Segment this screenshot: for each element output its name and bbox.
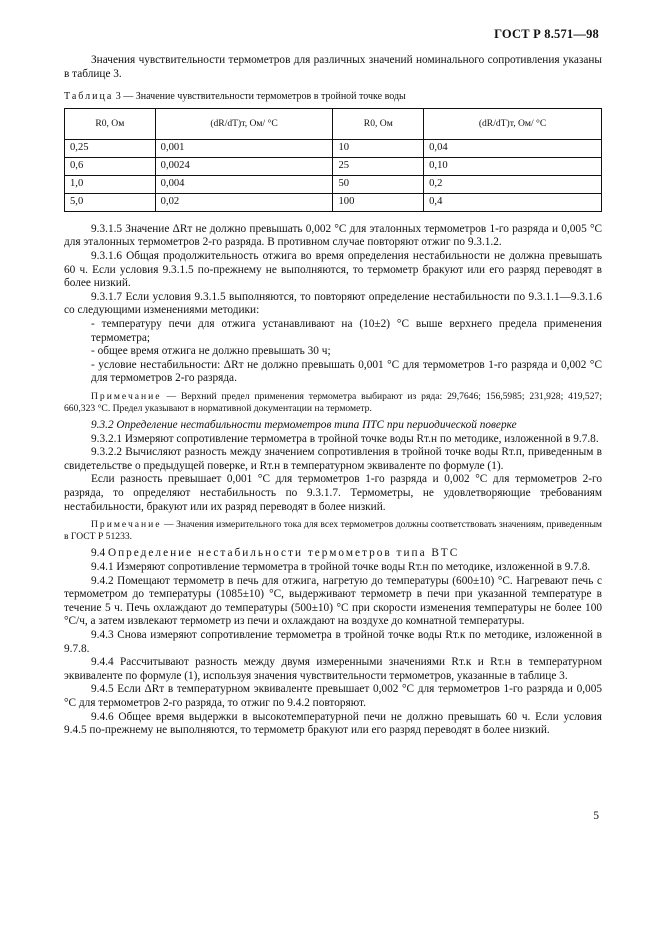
document-body (64, 54, 602, 738)
table-cell: 25 (333, 157, 424, 175)
table-cell: 50 (333, 175, 424, 193)
clause-9-3-2-1: 9.3.2.1 Измеряют сопротивление термометра в тройной точке воды Rт.н по методике, изложенной в 9.7.8. (91, 432, 599, 445)
list-item: - температуру печи для отжига устанавливают на (10±2) °С выше верхнего предела применения термометра; (91, 317, 602, 344)
table-cell: 1,0 (65, 175, 156, 193)
table-header-row (65, 108, 602, 139)
table-row (65, 193, 602, 211)
heading-9-4 (64, 547, 602, 561)
note-label: Примечание (91, 519, 162, 531)
list-item: - условие нестабильности: ΔRт не должно превышать 0,001 °С для термометров 1-го разряда и 0,002 °С для термометров 2-го разряда. (91, 358, 602, 385)
table-caption-text: — Значение чувствительности термометров в тройной точке воды (123, 91, 406, 103)
sensitivity-table (64, 108, 602, 212)
note-2 (64, 519, 602, 542)
clause-9-3-1-5: 9.3.1.5 Значение ΔRт не должно превышать 0,002 °С для эталонных термометров 1-го разряда и 0,005 °С для эталонных термометров 2-го разряда. В противном случае повторяют отжиг по 9.3.1.2. (64, 222, 602, 249)
table-cell: 100 (333, 193, 424, 211)
table-cell: 10 (333, 139, 424, 157)
table-caption (64, 90, 602, 104)
note-text: — Значения измерительного тока для всех термометров должны соответствовать значениям, приведенным в ГОСТ Р 51233. (64, 519, 602, 542)
clause-9-4-1: 9.4.1 Измеряют сопротивление термометра в тройной точке воды Rт.н по методике, изложенной в 9.7.8. (91, 561, 591, 574)
table-cell: 0,10 (424, 157, 602, 175)
table-cell: 5,0 (65, 193, 156, 211)
table-cell: 0,2 (424, 175, 602, 193)
heading-9-3-2: 9.3.2 Определение нестабильности термометров типа ПТС при периодической поверке (91, 419, 517, 432)
table-header-cell: R0, Ом (65, 108, 156, 139)
clause-9-4-3: 9.4.3 Снова измеряют сопротивление термометра в тройной точке воды Rт.к по методике, изложенной в 9.7.8. (64, 629, 602, 655)
table-cell: 0,6 (65, 157, 156, 175)
clause-9-3-1-6: 9.3.1.6 Общая продолжительность отжига во время определения нестабильности не должна превышать 60 ч. Если условия 9.3.1.5 по-прежнему не выполняются, то термометр бракуют или его разряд переводят в более низкий. (64, 249, 602, 290)
list-item: - общее время отжига не должно превышать 30 ч; (91, 345, 331, 358)
table-cell: 0,004 (155, 175, 333, 193)
table-row (65, 157, 602, 175)
gost-header: ГОСТ Р 8.571—98 (494, 27, 599, 41)
table-header-cell: (dR/dT)т, Ом/ °С (155, 108, 333, 139)
page-number: 5 (593, 810, 599, 822)
table-cell: 0,04 (424, 139, 602, 157)
clause-9-3-2-2-continued: Если разность превышает 0,001 °С для термометров 1-го разряда и 0,002 °С для термометров 2-го разряда, то определяют нестабильность по 9.3.1.7. Термометры, не удовлетворяющие требованиям нестабильности, бракуют или их разряд переводят в более низкий. (64, 473, 602, 513)
heading-text: Определение нестабильности термометров типа ВТС (107, 547, 460, 560)
clause-9-3-2-2: 9.3.2.2 Вычисляют разность между значением сопротивления в тройной точке воды Rт.п, приведенным в свидетельстве о предыдущей поверке, и Rт.н в температурном эквиваленте по формуле (1). (64, 446, 602, 472)
note-label: Примечание (91, 390, 162, 402)
table-cell: 0,02 (155, 193, 333, 211)
table-cell: 0,25 (65, 139, 156, 157)
table-caption-number: 3 (115, 91, 121, 103)
clause-9-4-5: 9.4.5 Если ΔRт в температурном эквиваленте превышает 0,002 °С для термометров 1-го разряда и 0,005 °С для термометров 2-го разряда, то отжиг по 9.4.2 повторяют. (64, 683, 602, 709)
table-caption-label: Таблица (64, 91, 114, 103)
table-row (65, 175, 602, 193)
table-header-cell: R0, Ом (333, 108, 424, 139)
clause-9-4-2: 9.4.2 Помещают термометр в печь для отжига, нагретую до температуры (600±10) °С. Нагревают печь с термометром до температуры (1085±10) °С, выдерживают термометр в печи при указанной температуре в течение 5 ч. Печь охлаждают до температуры (500±10) °С при скорости изменения температуры не более 100 °С/ч, а затем извлекают термометр из печи и охлаждают на воздухе до комнатной температуры. (64, 574, 602, 628)
clause-9-3-1-7: 9.3.1.7 Если условия 9.3.1.5 выполняются, то повторяют определение нестабильности по 9.3.1.1—9.3.1.6 со следующими изменениями методики: (64, 290, 602, 317)
note-text: — Верхний предел применения термометра выбирают из ряда: 29,7646; 156,5985; 231,928; 419,527; 660,323 °С. Предел указывают в нормативной документации на термометр. (64, 390, 602, 414)
table-cell: 0,001 (155, 139, 333, 157)
table-cell: 0,0024 (155, 157, 333, 175)
clause-9-4-4: 9.4.4 Рассчитывают разность между двумя измеренными значениями Rт.к и Rт.н в температурном эквиваленте по формуле (1), используя значения чувствительности термометров, указанные в таблице 3. (64, 656, 602, 682)
table-cell: 0,4 (424, 193, 602, 211)
table-header-cell: (dR/dT)т, Ом/ °С (424, 108, 602, 139)
table-row (65, 139, 602, 157)
heading-number: 9.4 (91, 547, 106, 560)
clause-9-4-6: 9.4.6 Общее время выдержки в высокотемпературной печи не должно превышать 60 ч. Если условия 9.4.5 по-прежнему не выполняются, то термометр бракуют или его разряд переводят в более низкий. (64, 710, 602, 737)
intro-paragraph: Значения чувствительности термометров для различных значений номинального сопротивления указаны в таблице 3. (64, 54, 602, 80)
note-1 (64, 391, 602, 414)
